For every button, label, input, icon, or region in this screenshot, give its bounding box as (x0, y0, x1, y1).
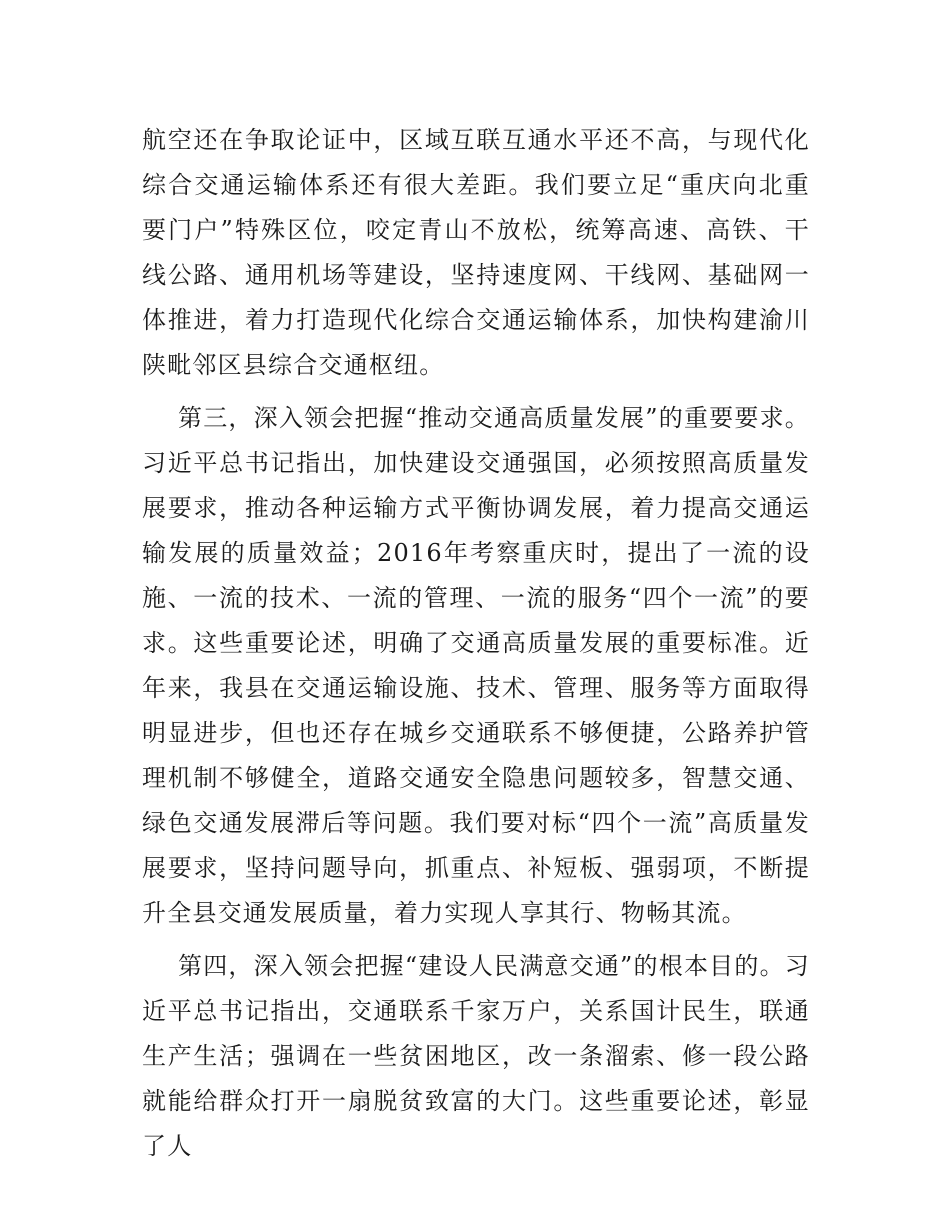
paragraph-third-point: 第三，深入领会把握“推动交通高质量发展”的重要要求。习近平总书记指出，加快建设交通强国，必须按照高质量发展要求，推动各种运输方式平衡协调发展，着力提高交通运输发展的质量效益；2016年考察重庆时，提出了一流的设施、一流的技术、一流的管理、一流的服务“四个一流”的要求。这些重要论述，明确了交通高质量发展的重要标准。近年来，我县在交通运输设施、技术、管理、服务等方面取得明显进步，但也还存在城乡交通联系不够便捷，公路养护管理机制不够健全，道路交通安全隐患问题较多，智慧交通、绿色交通发展滞后等问题。我们要对标“四个一流”高质量发展要求，坚持问题导向，抓重点、补短板、强弱项，不断提升全县交通发展质量，着力实现人享其行、物畅其流。 (142, 404, 810, 927)
paragraph-continuation: 航空还在争取论证中，区域互联互通水平还不高，与现代化综合交通运输体系还有很大差距。我们要立足“重庆向北重要门户”特殊区位，咬定青山不放松，统筹高速、高铁、干线公路、通用机场等建设，坚持速度网、干线网、基础网一体推进，着力打造现代化综合交通运输体系，加快构建渝川陕毗邻区县综合交通枢纽。 (142, 126, 810, 379)
document-page (142, 118, 810, 1177)
paragraph-fourth-point: 第四，深入领会把握“建设人民满意交通”的根本目的。习近平总书记指出，交通联系千家万户，关系国计民生，联通生产生活；强调在一些贫困地区，改一条溜索、修一段公路就能给群众打开一扇脱贫致富的大门。这些重要论述，彰显了人 (142, 952, 810, 1160)
